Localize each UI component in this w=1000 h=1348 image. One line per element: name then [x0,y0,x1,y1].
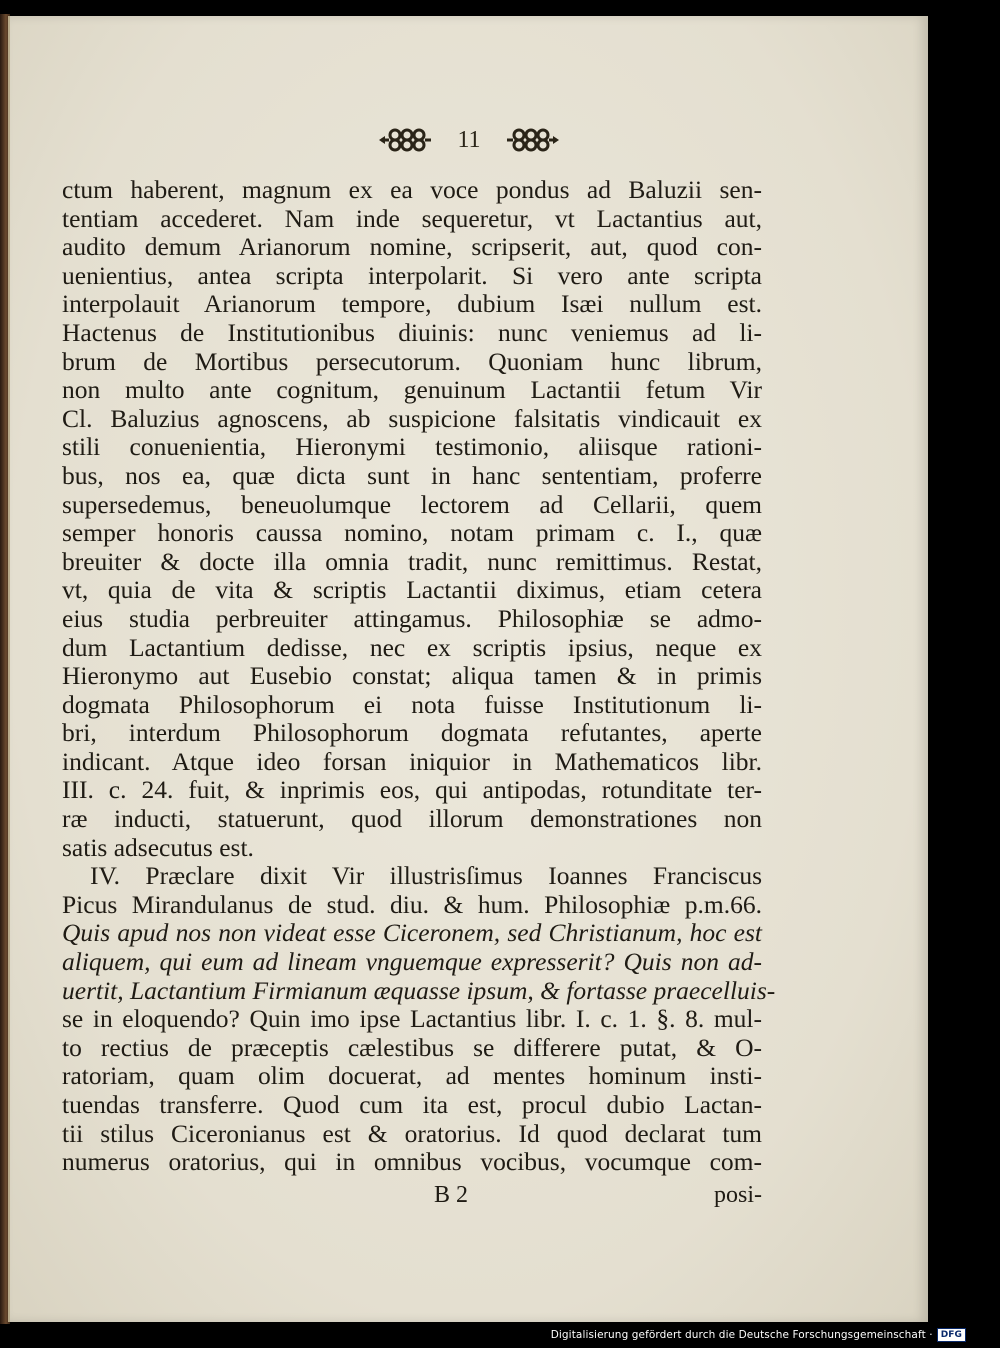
book-page [8,16,928,1322]
text-line: to rectius de præceptis cælestibus se differere putat, & O- [62,1032,762,1062]
text-line: satis adsecutus est. [62,832,254,862]
page-number: 11 [457,126,481,153]
text-line: dogmata Philosophorum ei nota fuisse Institutionum li- [62,689,762,719]
text-line: Hactenus de Institutionibus diuinis: nunc veniemus ad li- [62,317,762,347]
body-text [62,175,776,1177]
text-line: breuiter & docte illa omnia tradit, nunc remittimus. Restat, [62,546,762,576]
text-line: tentiam accederet. Nam inde sequeretur, vt Lactantius aut, [62,203,762,233]
signature-mark: B 2 [434,1182,469,1208]
text-line: numerus oratorius, qui in omnibus vocibus, vocumque com- [62,1147,762,1177]
left-ornament-icon [379,127,433,153]
text-line: Hieronymo aut Eusebio constat; aliqua tamen & in primis [62,661,762,691]
right-ornament-icon [505,127,559,153]
page-footer [62,1182,762,1212]
text-line: ctum haberent, magnum ex ea voce pondus ad Baluzii sen- [62,175,762,204]
text-line: dum Lactantium dedisse, nec ex scriptis ipsius, neque ex [62,632,762,662]
text-line: uenientius, antea scripta interpolarit. Si vero ante scripta [62,260,762,290]
running-header [10,126,928,154]
text-line: non multo ante cognitum, genuinum Lactantii fetum Vir [62,375,762,405]
text-line: Picus Mirandulanus de stud. diu. & hum. Philosophiæ p.m.66. [62,889,762,919]
text-line: indicant. Atque ideo forsan iniquior in Mathematicos libr. [62,746,762,776]
quotation-line: uertit, Lactantium Firmianum æquasse ipsum, & fortasse praecelluis- [62,975,776,1005]
text-line: se in eloquendo? Quin imo ipse Lactantius libr. I. c. 1. §. 8. mul- [62,1004,762,1034]
text-line: semper honoris caussa nomino, notam primam c. I., quæ [62,518,762,548]
quotation-line: Quis apud nos non videat esse Ciceronem, sed Christianum, hoc est [62,918,762,948]
text-line: tuendas transferre. Quod cum ita est, procul dubio Lactan- [62,1090,762,1119]
text-line: III. c. 24. fuit, & inprimis eos, qui antipodas, rotunditate ter- [62,775,762,805]
text-line: brum de Mortibus persecutorum. Quoniam hunc librum, [62,346,762,376]
text-line: bus, nos ea, quæ dicta sunt in hanc sententiam, proferre [62,460,762,490]
text-line: audito demum Arianorum nomine, scripserit, aut, quod con- [62,232,762,262]
text-line: stili conuenientia, Hieronymi testimonio, aliisque rationi- [62,432,762,462]
text-line: tii stilus Ciceronianus est & oratorius. Id quod declarat tum [62,1118,762,1148]
paragraph-start-line: IV. Præclare dixit Vir illustrisſimus Ioannes Franciscus [90,861,762,891]
text-line: eius studia perbreuiter attingamus. Philosophiæ se admo- [62,603,762,633]
text-line: supersedemus, beneuolumque lectorem ad Cellarii, quem [62,489,762,519]
text-line: vt, quia de vita & scriptis Lactantii diximus, etiam cetera [62,575,762,605]
text-line: ratoriam, quam olim docuerat, ad mentes hominum insti- [62,1061,762,1091]
dfg-logo: DFG [937,1328,966,1342]
credit-text: Digitalisierung gefördert durch die Deutsche Forschungsgemeinschaft · [550,1329,933,1341]
quotation-line: aliquem, qui eum ad lineam vnguemque expresserit? Quis non ad- [62,947,762,977]
text-line: interpolauit Arianorum tempore, dubium Isæi nullum est. [62,289,762,319]
text-line: ræ inducti, statuerunt, quod illorum demonstrationes non [62,804,762,834]
digitization-credit [551,1328,966,1342]
text-line: Cl. Baluzius agnoscens, ab suspicione falsitatis vindicauit ex [62,403,762,433]
catchword: posi- [714,1182,762,1208]
text-line: bri, interdum Philosophorum dogmata refutantes, aperte [62,718,762,748]
